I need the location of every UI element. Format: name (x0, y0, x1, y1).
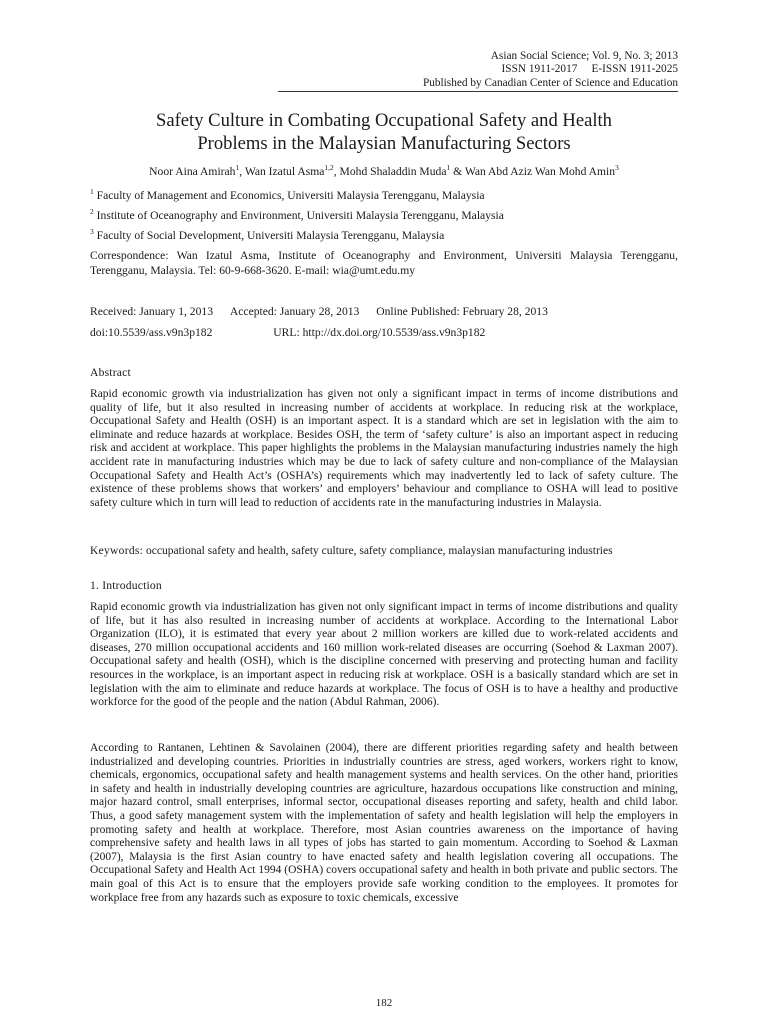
keywords-text: occupational safety and health, safety culture, safety compliance, malaysian manufacturing industries (146, 545, 613, 557)
author-separator: & (450, 165, 465, 178)
affiliation-1 (90, 189, 678, 203)
title-line-1: Safety Culture in Combating Occupational Safety and Health (156, 110, 612, 131)
keywords (90, 545, 678, 559)
author-affiliation-mark: 3 (615, 163, 619, 173)
doi-text: doi:10.5539/ass.v9n3p182 (90, 326, 213, 339)
author-name: Mohd Shaladdin Muda (339, 165, 447, 178)
journal-line: Asian Social Science; Vol. 9, No. 3; 2013 (490, 50, 678, 62)
affiliation-2 (90, 209, 678, 223)
doi-line (90, 326, 678, 340)
author-name: Noor Aina Amirah (149, 165, 236, 178)
author-list (90, 165, 678, 179)
publisher-line: Published by Canadian Center of Science and Education (422, 76, 678, 89)
affiliation-text: Faculty of Management and Economics, Universiti Malaysia Terengganu, Malaysia (96, 189, 485, 202)
introduction-paragraph-1: Rapid economic growth via industrialization has given not only significant impact in terms of income distributions and quality of life, but it has also resulted in increasing number of accidents at workplace. According to the International Labor Organization (ILO), it is estimated that every year about 2 million workers are killed due to work-related accidents and diseases, 270 million occupational accidents and 160 million work-related diseases are occurring (Soehod & Laxman 2007). Occupational safety and health (OSH), which is the discipline concerned with preserving and protecting human and facility resources in the workplace, is an important aspect in reducing risk at workplace. OSH is a basically standard which are set in legislation with the aim to eliminate and reduce hazards at workplace. The focus of OSH is to have a healthy and productive workforce for the good of the people and the nation (Abdul Rahman, 2006). (90, 601, 678, 709)
author-separator: , (333, 165, 340, 178)
introduction-heading: 1. Introduction (90, 579, 162, 592)
affiliation-text: Faculty of Social Development, Universiti Malaysia Terengganu, Malaysia (96, 229, 445, 242)
received-date: Received: January 1, 2013 (90, 305, 213, 318)
accepted-date: Accepted: January 28, 2013 (229, 305, 360, 318)
author-name: Wan Abd Aziz Wan Mohd Amin (464, 165, 616, 178)
affiliation-number: 3 (90, 227, 94, 237)
doi-url[interactable]: URL: http://dx.doi.org/10.5539/ass.v9n3p182 (273, 326, 486, 339)
author-affiliation-mark: 1 (446, 163, 451, 173)
introduction-paragraph-2: According to Rantanen, Lehtinen & Savolainen (2004), there are different priorities regarding safety and health between industrialized and developing countries. Priorities in industrially countries are stress, aged workers, workers right to know, chemicals, ergonomics, occupational safety and health management systems and health services. On the other hand, priorities in safety and health in industrially developing countries are agriculture, hazardous occupations like construction and mining, major hazard control, small enterprises, informal sector, occupational diseases reporting and safety, health and child labor. Thus, a good safety management system with the implementation of safety and health legislation will help the employers in promoting safety and health at workplace. Therefore, most Asian countries awareness on the importance of having comprehensive safety and health laws in all types of jobs has started to gain momentum. According to Soehod & Laxman (2007), Malaysia is the first Asian country to have enacted safety and health legislation covering all occupations. The Occupational Safety and Health Act 1994 (OSHA) covers occupational safety and health in both private and public sectors. The main goal of this Act is to ensure that the employers provide safe working condition to the employees. It promotes for workplace free from any hazards such as exposure to toxic chemicals, excessive (90, 742, 678, 904)
keywords-label: Keywords: (90, 545, 144, 557)
correspondence: Correspondence: Wan Izatul Asma, Institute of Oceanography and Environment, Universiti Malaysia Terengganu, Terengganu, Malaysia. Tel: 60-9-668-3620. E-mail: wia@umt.edu.my (90, 249, 678, 277)
abstract-text: Rapid economic growth via industrialization has given not only a significant impact in terms of income distributions and quality of life, but it also resulted in increasing number of accidents at workplace. In reducing risk at the workplace, Occupational Safety and Health (OSH) is an important aspect. It is a standard which are set in legislation with the aim to eliminate and reduce hazards at workplace. Besides OSH, the term of ‘safety culture’ is also an important aspect in reducing risk and accident at workplace. This paper highlights the problems in the Malaysian manufacturing industries namely the high accident rate in manufacturing industries which may be due to lack of safety culture and non-compliance of the Malaysian Occupational Safety and Health Act’s (OSHA’s) requirements which may inadvertently led to lack of safety culture. The existence of these problems shows that workers’ and employers’ behaviour and compliance to OSHA will lead to positive safety culture which in turn will lead to reduction of accidents rate in the manufacturing industries in Malaysia. (90, 388, 678, 509)
affiliation-number: 1 (90, 187, 94, 197)
affiliation-text: Institute of Oceanography and Environment, Universiti Malaysia Terengganu, Malaysia (96, 209, 504, 222)
affiliation-3 (90, 229, 678, 243)
header-rule (278, 91, 678, 92)
affiliation-number: 2 (90, 207, 94, 217)
author-name: Wan Izatul Asma (244, 165, 325, 178)
abstract-heading: Abstract (90, 366, 131, 379)
author-affiliation-mark: 1 (235, 163, 240, 173)
paper-page (90, 0, 678, 1024)
issn-line: ISSN 1911-2017 E-ISSN 1911-2025 (501, 63, 678, 76)
paper-title (90, 110, 678, 155)
title-line-2: Problems in the Malaysian Manufacturing Sectors (197, 132, 571, 154)
author-affiliation-mark: 1,2 (324, 163, 334, 173)
author-separator: , (239, 165, 245, 178)
published-date: Online Published: February 28, 2013 (376, 305, 548, 318)
journal-header (278, 50, 678, 92)
page-number: 182 (375, 997, 393, 1009)
publication-dates (90, 305, 678, 319)
